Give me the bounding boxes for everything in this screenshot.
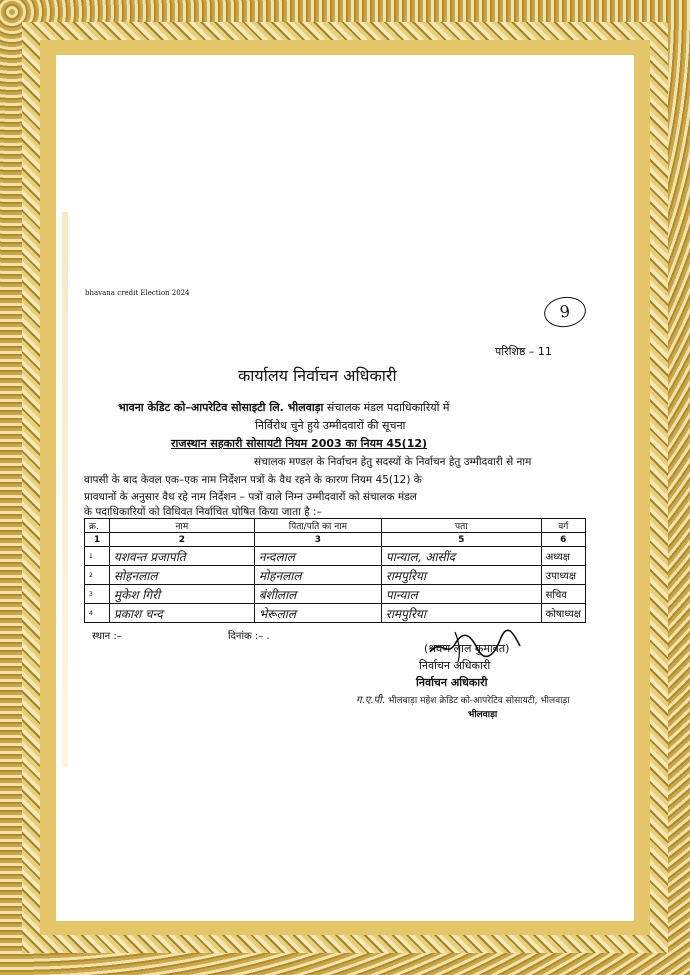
document-paper bbox=[56, 55, 634, 921]
page-number: 9 bbox=[542, 294, 588, 330]
stamp-org bbox=[356, 692, 570, 706]
row-father: बंशीलाल bbox=[254, 585, 381, 604]
watermark-line: bhavana credit Election 2024 bbox=[85, 289, 190, 297]
row-father: भेरूलाल bbox=[254, 604, 381, 623]
header-sn: क्र. bbox=[85, 519, 110, 533]
stamp-org-text: भीलवाड़ा महेश क्रेडिट को-आपरेटिव सोसायटी, भीलवाड़ा bbox=[387, 696, 570, 706]
col-number: 3 bbox=[254, 533, 381, 547]
notice-line-2: निर्विरोध चुने हुये उम्मीदवारों की सूचना bbox=[255, 419, 406, 432]
society-name: भावना केडिट को–आपरेटिव सोसाइटी लि. भीलवाड़ा bbox=[118, 401, 324, 414]
row-address: रामपुरिया bbox=[381, 604, 541, 623]
row-post: सचिव bbox=[541, 585, 585, 604]
office-title: कार्यालय निर्वाचन अधिकारी bbox=[238, 366, 397, 385]
header-address: पता bbox=[381, 519, 541, 533]
paragraph-line-3: प्रावधानों के अनुसार वैध रहे नाम निर्देशन – पत्रों वाले निम्न उम्मीदवारों को संचालक मंडल bbox=[84, 491, 417, 503]
paragraph-line-4: के पदाधिकारियों को विधिवत निर्वाचित घोषित किया जाता है :– bbox=[84, 506, 322, 518]
row-sn: 1 bbox=[85, 547, 110, 566]
signatory-name: (श्रवण लाल कुमावत) bbox=[424, 642, 510, 655]
table-row bbox=[85, 566, 586, 585]
candidates-table bbox=[84, 518, 586, 623]
paragraph-line-2: वापसी के बाद केवल एक–एक नाम निर्देशन पत्रों के वैध रहने के कारण नियम 45(12) के bbox=[84, 474, 422, 486]
row-name: सोहनलाल bbox=[109, 566, 254, 585]
stamp-initials: ग.ए.पी. bbox=[356, 695, 385, 706]
row-post: उपाध्यक्ष bbox=[541, 566, 585, 585]
table-header-row bbox=[85, 519, 586, 533]
table-row bbox=[85, 547, 586, 566]
row-sn: 2 bbox=[85, 566, 110, 585]
stamp-place: भीलवाड़ा bbox=[468, 710, 498, 720]
col-number: 6 bbox=[541, 533, 585, 547]
annexure-label: परिशिष्ठ – 11 bbox=[495, 345, 552, 358]
table-row bbox=[85, 585, 586, 604]
table-row bbox=[85, 604, 586, 623]
row-address: पान्याल, आसींद bbox=[381, 547, 541, 566]
scan-edge bbox=[62, 212, 68, 767]
notice-line-1 bbox=[118, 400, 450, 415]
row-father: नन्दलाल bbox=[254, 547, 381, 566]
header-name: नाम bbox=[109, 519, 254, 533]
notice-line-1-rest: संचालक मंडल पदाधिकारियों में bbox=[326, 401, 450, 414]
row-name: प्रकाश चन्द bbox=[109, 604, 254, 623]
header-post: वर्ग bbox=[541, 519, 585, 533]
col-number: 1 bbox=[85, 533, 110, 547]
row-post: अध्यक्ष bbox=[541, 547, 585, 566]
place-label: स्थान :– bbox=[92, 631, 122, 642]
row-address: पान्याल bbox=[381, 585, 541, 604]
col-number: 2 bbox=[109, 533, 254, 547]
col-number: 5 bbox=[381, 533, 541, 547]
date-label: दिनांक :– . bbox=[228, 631, 270, 642]
table-number-row bbox=[85, 533, 586, 547]
row-name: यशवन्त प्रजापति bbox=[109, 547, 254, 566]
row-post: कोषाध्यक्ष bbox=[541, 604, 585, 623]
row-sn: 4 bbox=[85, 604, 110, 623]
rule-line: राजस्थान सहकारी सोसायटी नियम 2003 का नियम 45(12) bbox=[171, 437, 428, 450]
row-sn: 3 bbox=[85, 585, 110, 604]
row-father: मोहनलाल bbox=[254, 566, 381, 585]
header-father: पिता/पति का नाम bbox=[254, 519, 381, 533]
row-name: मुकेश गिरी bbox=[109, 585, 254, 604]
signatory-title: निर्वाचन अधिकारी bbox=[419, 659, 491, 672]
stamp-title: निर्वाचन अधिकारी bbox=[416, 676, 488, 689]
row-address: रामपुरिया bbox=[381, 566, 541, 585]
paragraph-line-1: संचालक मण्डल के निर्वाचन हेतु सदस्यों के निर्वाचन हेतु उम्मीदवारी से नाम bbox=[254, 456, 532, 468]
